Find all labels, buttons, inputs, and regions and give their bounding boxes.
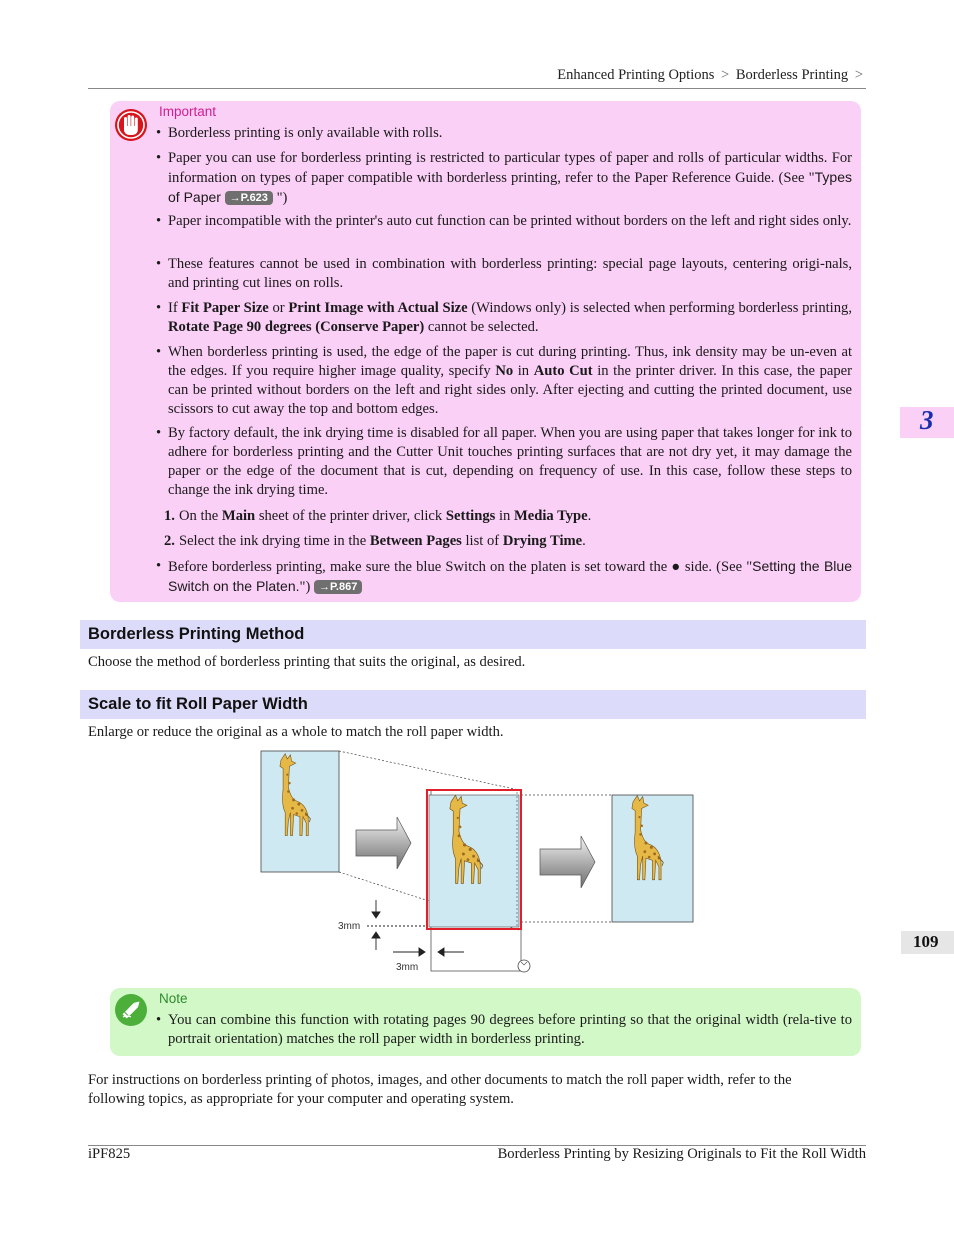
text-run: sheet of the printer driver, click — [255, 508, 446, 524]
step-number: 2. — [164, 533, 175, 549]
ui-term: Rotate Page 90 degrees (Conserve Paper) — [168, 319, 425, 335]
process-arrow — [540, 836, 595, 888]
section-body: Enlarge or reduce the original as a whole to match the roll paper width. — [88, 724, 504, 740]
bullet-marker: • — [156, 213, 162, 229]
bullet-marker: • — [156, 1012, 162, 1028]
list-item — [156, 1011, 852, 1049]
list-item — [156, 255, 852, 293]
breadcrumb-separator: > — [854, 67, 863, 83]
dimension-label-horizontal: 3mm — [396, 962, 419, 973]
text-run: ") — [299, 579, 314, 595]
text-run: You can combine this function with rotating pages 90 degrees before printing so that the original width (rela-tive to portrait orientation) matches the roll paper width in borderless printing. — [168, 1012, 852, 1047]
text-run: Before borderless printing, make sure the blue Switch on the platen is set toward the ● side. (See " — [168, 559, 753, 575]
ui-term: Fit Paper Size — [181, 300, 269, 316]
chapter-number: 3 — [920, 405, 934, 435]
text-run: . — [587, 508, 592, 524]
list-item-text — [168, 149, 852, 208]
list-item — [156, 149, 852, 208]
ui-term: Print Image with Actual Size — [288, 300, 468, 316]
text-run: If — [168, 300, 182, 316]
ui-term: Settings — [445, 508, 496, 524]
page-reference-link[interactable]: →P.623 — [225, 191, 273, 205]
scale-to-fit-diagram — [255, 748, 700, 978]
list-item — [156, 343, 852, 419]
page-number: 109 — [913, 932, 939, 951]
text-run: These features cannot be used in combination with borderless printing: special page layouts, centering origi-nals, and printing cut lines on rolls. — [168, 256, 852, 291]
list-item-text — [168, 255, 852, 293]
ui-term: No — [495, 363, 514, 379]
breadcrumb-item[interactable]: Borderless Printing — [735, 67, 849, 83]
text-run: Paper incompatible with the printer's auto cut function can be printed without borders on the left and right sides only. — [168, 213, 852, 229]
closing-paragraph: For instructions on borderless printing of photos, images, and other documents to match the roll paper width, refer to the following topics, as appropriate for your computer and operating system. — [88, 1072, 792, 1107]
text-run: in the printer driver. In this case, the paper can be printed without borders on the left and right sides only. After ejecting and cutting the printed document, use scissors to cut away the top and bottom edges. — [168, 363, 852, 417]
breadcrumb-separator: > — [721, 67, 730, 83]
page-number-tab — [901, 931, 954, 954]
text-run: On the — [178, 508, 222, 524]
text-run: Paper you can use for borderless printing is restricted to particular types of paper and rolls of particular widths. For information on types of paper compatible with borderless printing, refer to the Paper Reference Guide. (See " — [168, 150, 852, 186]
text-run: or — [268, 300, 289, 316]
text-run: . — [582, 533, 586, 549]
bullet-marker: • — [156, 558, 162, 574]
section-heading-bar — [80, 690, 866, 719]
ui-term: Main — [221, 508, 256, 524]
breadcrumb-item[interactable]: Enhanced Printing Options — [557, 67, 715, 83]
list-item-text — [168, 343, 852, 419]
numbered-step — [164, 507, 852, 526]
text-run: cannot be selected. — [424, 319, 539, 335]
hand-stop-icon — [114, 108, 148, 142]
text-run: in — [495, 508, 514, 524]
footer-model: iPF825 — [88, 1146, 131, 1162]
section-body: Choose the method of borderless printing that suits the original, as desired. — [88, 654, 526, 670]
section-title: Borderless Printing Method — [88, 625, 305, 643]
ui-term: Auto Cut — [533, 363, 593, 379]
ui-term: Between Pages — [369, 533, 462, 549]
list-item-text — [168, 124, 852, 143]
list-item-text — [168, 212, 852, 231]
text-run: in — [513, 363, 534, 379]
text-run: By factory default, the ink drying time is disabled for all paper. When you are using paper that takes longer for ink to adhere for borderless printing and the Cutter Unit touches printing surfaces that are not dry yet, it may damage the paper or the edge of the document that is cut, depending on frequency of use. In this case, follow these steps to change the ink drying time. — [168, 425, 852, 498]
important-label: Important — [159, 104, 217, 119]
numbered-step — [164, 532, 852, 551]
note-label: Note — [159, 991, 188, 1006]
bullet-marker: • — [156, 256, 162, 272]
text-run: ") — [272, 190, 288, 206]
list-item — [156, 124, 852, 143]
list-item-text — [168, 299, 852, 337]
list-item — [156, 212, 852, 231]
text-run: When borderless printing is used, the edge of the paper is cut during printing. Thus, ink density may be un-even at the edges. If you require higher image quality, specify — [168, 344, 852, 379]
chapter-tab[interactable] — [900, 407, 954, 438]
list-item-text — [168, 424, 852, 500]
section-heading-bar — [80, 620, 866, 649]
topic-link[interactable]: Types of Paper — [168, 169, 852, 205]
bullet-marker: • — [156, 425, 162, 441]
bullet-marker: • — [156, 344, 162, 360]
bullet-marker: • — [156, 125, 162, 141]
step-number: 1. — [164, 508, 175, 524]
text-run: Select the ink drying time in the — [178, 533, 370, 549]
text-run: (Windows only) is selected when performing borderless printing, — [467, 300, 852, 316]
text-run: list of — [461, 533, 503, 549]
process-arrow — [356, 817, 411, 869]
list-item — [156, 557, 852, 597]
bullet-marker: • — [156, 150, 162, 166]
section-title: Scale to fit Roll Paper Width — [88, 695, 308, 713]
list-item-text — [168, 557, 852, 597]
footer-title: Borderless Printing by Resizing Originals to Fit the Roll Width — [497, 1146, 866, 1162]
pencil-icon — [114, 993, 148, 1027]
header-rule — [88, 88, 866, 89]
list-item — [156, 299, 852, 337]
text-run: Borderless printing is only available with rolls. — [168, 125, 443, 141]
list-item-text — [168, 1011, 852, 1049]
ui-term: Media Type — [513, 508, 588, 524]
ui-term: Drying Time — [502, 533, 583, 549]
topic-link[interactable]: Setting the Blue Switch on the Platen. — [168, 558, 852, 594]
list-item — [156, 424, 852, 500]
dimension-label-vertical: 3mm — [338, 921, 361, 932]
breadcrumb — [557, 67, 866, 84]
page-reference-link[interactable]: →P.867 — [314, 580, 362, 594]
bullet-marker: • — [156, 300, 162, 316]
